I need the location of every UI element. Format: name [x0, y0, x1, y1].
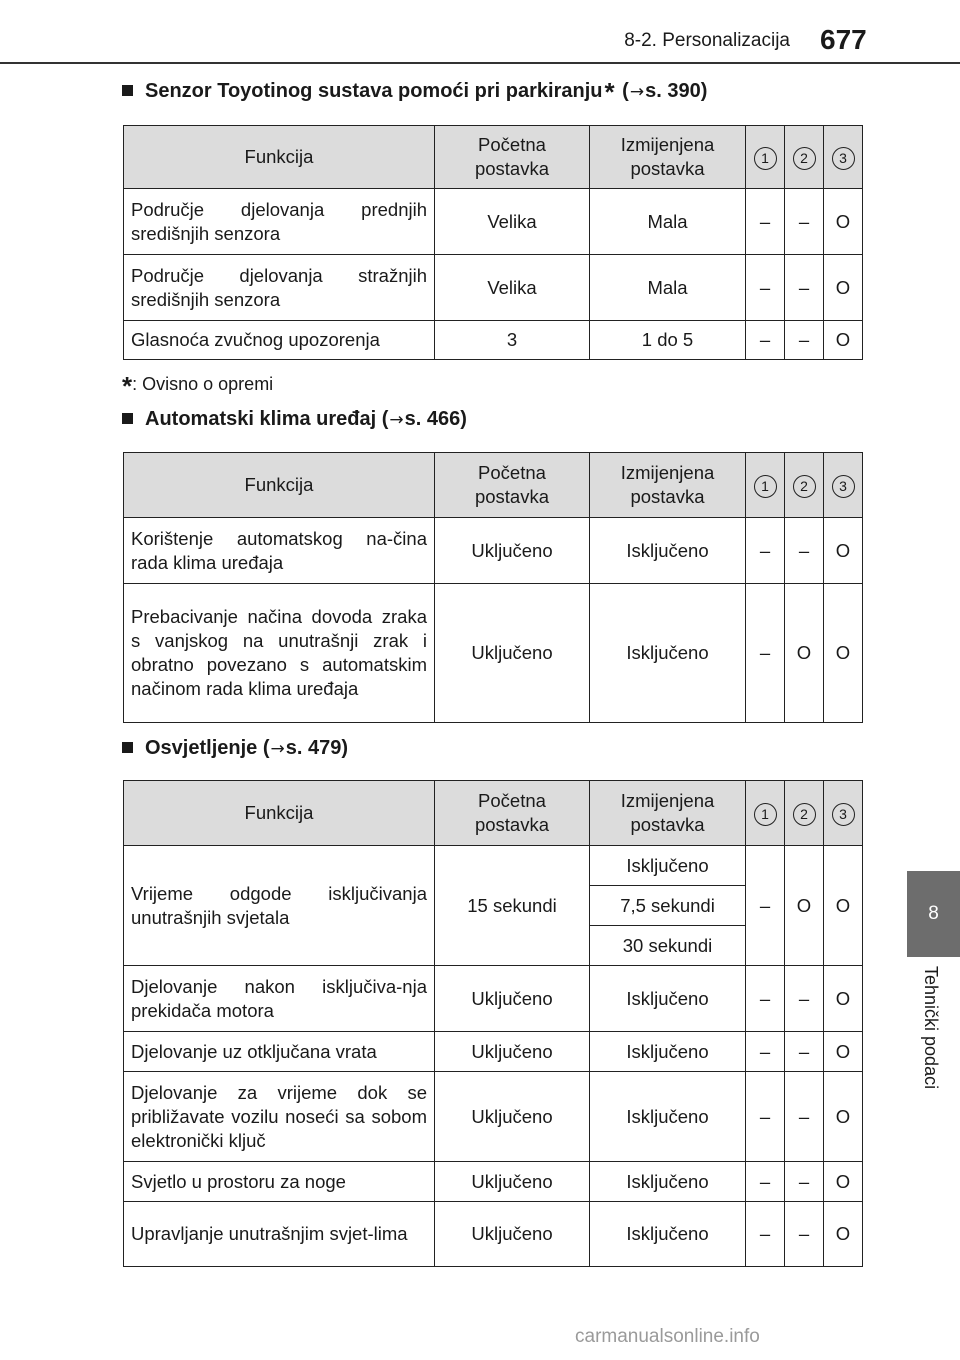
cell-method-3: O — [824, 1072, 863, 1162]
cell-method-3: O — [824, 518, 863, 584]
footnote-star: * — [122, 371, 133, 401]
table-row — [124, 584, 863, 723]
cell-method-3: O — [824, 966, 863, 1032]
circled-number-2: 2 — [793, 475, 816, 498]
col-header-method-1 — [746, 126, 785, 189]
parking-sensor-table — [123, 125, 863, 360]
col-header-customized: Izmijenjena postavka — [590, 781, 746, 846]
cell-method-3: O — [824, 255, 863, 321]
cell-customized: Isključeno — [590, 1032, 746, 1072]
col-header-function: Funkcija — [124, 781, 435, 846]
cell-method-1: – — [746, 321, 785, 360]
cell-function: Prebacivanje načina dovoda zraka s vanjskog na unutrašnji zrak i obratno povezano s automatskim načinom rada klima uređaja — [124, 584, 435, 723]
cell-method-1: – — [746, 1072, 785, 1162]
watermark: carmanualsonline.info — [575, 1326, 760, 1347]
cell-default: Uključeno — [435, 966, 590, 1032]
cell-customized: Isključeno — [590, 584, 746, 723]
cell-method-1: – — [746, 255, 785, 321]
cell-function: Glasnoća zvučnog upozorenja — [124, 321, 435, 360]
cell-method-2: – — [785, 321, 824, 360]
cell-customized: Isključeno — [590, 1202, 746, 1267]
cell-customized-option: Isključeno — [590, 846, 746, 886]
cell-default: 3 — [435, 321, 590, 360]
table-row — [124, 1072, 863, 1162]
col-header-default: Početna postavka — [435, 453, 590, 518]
cell-function: Područje djelovanja stražnjih središnjih senzora — [124, 255, 435, 321]
cell-default: Velika — [435, 189, 590, 255]
table-header-row — [124, 453, 863, 518]
footnote-text: : Ovisno o opremi — [132, 374, 274, 394]
climate-table — [123, 452, 863, 723]
bullet-icon — [122, 742, 133, 753]
cell-method-2: – — [785, 255, 824, 321]
section-heading-climate — [122, 408, 467, 431]
cell-default: 15 sekundi — [435, 846, 590, 966]
chapter-tab — [907, 871, 960, 957]
cell-method-2: – — [785, 518, 824, 584]
cell-function: Upravljanje unutrašnjim svjet-lima — [124, 1202, 435, 1267]
circled-number-1: 1 — [754, 803, 777, 826]
heading-ref-open: ( — [622, 80, 629, 102]
circled-number-2: 2 — [793, 147, 816, 170]
heading-ref[interactable]: s. 390) — [645, 80, 708, 102]
table-row — [124, 1162, 863, 1202]
chapter-label: Tehnički podaci — [921, 966, 941, 1090]
cell-customized-option: 30 sekundi — [590, 926, 746, 966]
table-row — [124, 189, 863, 255]
circled-number-2: 2 — [793, 803, 816, 826]
col-header-method-2 — [785, 781, 824, 846]
cell-function: Korištenje automatskog na-čina rada klima uređaja — [124, 518, 435, 584]
circled-number-1: 1 — [754, 147, 777, 170]
cell-method-2: – — [785, 1162, 824, 1202]
cell-customized: Isključeno — [590, 1162, 746, 1202]
table-row — [124, 255, 863, 321]
cell-customized: Mala — [590, 189, 746, 255]
cell-method-1: – — [746, 189, 785, 255]
circled-number-3: 3 — [832, 475, 855, 498]
col-header-customized: Izmijenjena postavka — [590, 126, 746, 189]
footnote — [122, 366, 274, 401]
cell-method-1: – — [746, 1162, 785, 1202]
cell-customized: Isključeno — [590, 518, 746, 584]
lighting-table — [123, 780, 863, 1267]
heading-text: Senzor Toyotinog sustava pomoći pri parkiranju — [145, 80, 603, 102]
cell-default: Uključeno — [435, 1162, 590, 1202]
cell-method-2: O — [785, 846, 824, 966]
cell-method-3: O — [824, 321, 863, 360]
heading-ref-open: ( — [262, 737, 270, 759]
cell-method-1: – — [746, 584, 785, 723]
cell-default: Uključeno — [435, 1032, 590, 1072]
cell-function: Djelovanje nakon isključiva-nja prekidača motora — [124, 966, 435, 1032]
bullet-icon — [122, 413, 133, 424]
heading-ref[interactable]: s. 466) — [404, 408, 467, 430]
chapter-number: 8 — [928, 903, 939, 924]
cell-method-2: – — [785, 189, 824, 255]
table-row — [124, 1032, 863, 1072]
section-heading-parking-sensor: Senzor Toyotinog sustava pomoći pri parkiranju * ( → s. 390) — [122, 80, 707, 103]
table-header-row — [124, 781, 863, 846]
col-header-method-2 — [785, 453, 824, 518]
heading-text: Osvjetljenje — [145, 737, 258, 759]
table-row — [124, 1202, 863, 1267]
col-header-method-1 — [746, 781, 785, 846]
cell-function: Svjetlo u prostoru za noge — [124, 1162, 435, 1202]
col-header-function: Funkcija — [124, 453, 435, 518]
table-row — [124, 846, 863, 886]
arrow-icon: → — [270, 739, 285, 759]
heading-ref-open: ( — [381, 408, 389, 430]
cell-method-3: O — [824, 1162, 863, 1202]
col-header-method-2 — [785, 126, 824, 189]
heading-text: Automatski klima uređaj — [145, 408, 377, 430]
header-rule — [0, 62, 960, 64]
cell-default: Uključeno — [435, 584, 590, 723]
col-header-customized: Izmijenjena postavka — [590, 453, 746, 518]
col-header-default: Početna postavka — [435, 781, 590, 846]
cell-customized: 1 do 5 — [590, 321, 746, 360]
section-title: 8-2. Personalizacija — [624, 30, 790, 51]
cell-method-2: – — [785, 1202, 824, 1267]
cell-default: Uključeno — [435, 1202, 590, 1267]
table-row — [124, 966, 863, 1032]
cell-customized-option: 7,5 sekundi — [590, 886, 746, 926]
cell-function: Područje djelovanja prednjih središnjih senzora — [124, 189, 435, 255]
cell-method-3: O — [824, 846, 863, 966]
cell-default: Uključeno — [435, 518, 590, 584]
table-row — [124, 518, 863, 584]
col-header-default: Početna postavka — [435, 126, 590, 189]
cell-method-3: O — [824, 584, 863, 723]
cell-method-1: – — [746, 966, 785, 1032]
cell-customized: Isključeno — [590, 966, 746, 1032]
cell-function: Djelovanje za vrijeme dok se približavate vozilu noseći sa sobom elektronički ključ — [124, 1072, 435, 1162]
page-number: 677 — [820, 24, 867, 55]
col-header-method-1 — [746, 453, 785, 518]
cell-function: Djelovanje uz otključana vrata — [124, 1032, 435, 1072]
col-header-method-3 — [824, 781, 863, 846]
cell-method-3: O — [824, 1032, 863, 1072]
circled-number-3: 3 — [832, 147, 855, 170]
cell-method-2: – — [785, 966, 824, 1032]
col-header-method-3 — [824, 453, 863, 518]
section-heading-lighting — [122, 737, 348, 760]
table-header-row — [124, 126, 863, 189]
cell-method-3: O — [824, 189, 863, 255]
cell-method-1: – — [746, 846, 785, 966]
circled-number-3: 3 — [832, 803, 855, 826]
cell-function: Vrijeme odgode isključivanja unutrašnjih svjetala — [124, 846, 435, 966]
cell-default: Uključeno — [435, 1072, 590, 1162]
arrow-icon: → — [389, 410, 404, 430]
cell-method-1: – — [746, 518, 785, 584]
table-row — [124, 321, 863, 360]
cell-method-1: – — [746, 1032, 785, 1072]
cell-method-2: – — [785, 1072, 824, 1162]
col-header-function: Funkcija — [124, 126, 435, 189]
arrow-icon: → — [629, 82, 645, 102]
cell-default: Velika — [435, 255, 590, 321]
cell-method-3: O — [824, 1202, 863, 1267]
heading-ref[interactable]: s. 479) — [285, 737, 349, 759]
bullet-icon — [122, 85, 133, 96]
col-header-method-3 — [824, 126, 863, 189]
cell-method-1: – — [746, 1202, 785, 1267]
cell-customized: Mala — [590, 255, 746, 321]
cell-method-2: – — [785, 1032, 824, 1072]
cell-customized: Isključeno — [590, 1072, 746, 1162]
circled-number-1: 1 — [754, 475, 777, 498]
cell-method-2: O — [785, 584, 824, 723]
